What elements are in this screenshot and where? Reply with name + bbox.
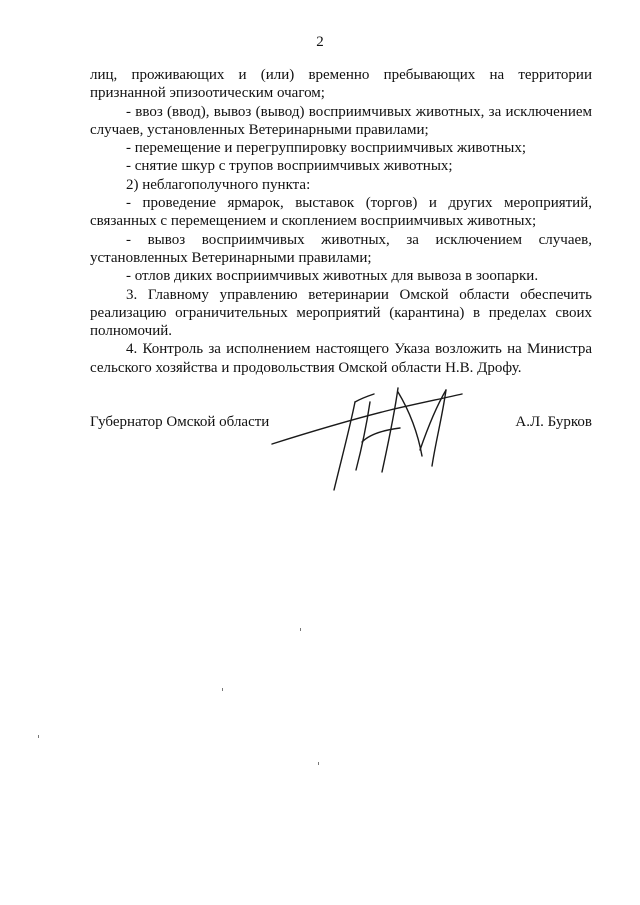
signatory-title: Губернатор Омской области (90, 414, 270, 430)
signatory-name: А.Л. Бурков (515, 414, 592, 430)
scan-speck (38, 735, 39, 738)
handwritten-signature (270, 372, 470, 502)
paragraph-11: 4. Контроль за исполнением настоящего Указа возложить на Министра сельского хозяйства и продовольствия Омской области Н.В. Дрофу. (90, 341, 592, 376)
paragraph-1: лиц, проживающих и (или) временно пребывающих на территории (90, 67, 592, 83)
paragraph-6: 2) неблагополучного пункта: (126, 176, 311, 193)
paragraph-2: признанной эпизоотическим очагом; (90, 85, 325, 102)
paragraph-5: - снятие шкур с трупов восприимчивых животных; (126, 158, 453, 175)
paragraph-8: - вывоз восприимчивых животных, за исключением случаев, установленных Ветеринарными правилами; (90, 231, 592, 266)
paragraph-3: - ввоз (ввод), вывоз (вывод) восприимчивых животных, за исключением случаев, установленных Ветеринарными правилами; (90, 103, 592, 138)
paragraph-9: - отлов диких восприимчивых животных для вывоза в зоопарки. (126, 268, 539, 285)
scan-speck (222, 688, 223, 691)
scan-speck (318, 762, 319, 765)
paragraph-10: 3. Главному управлению ветеринарии Омской области обеспечить реализацию ограничительных мероприятий (карантина) в пределах своих полномочий. (90, 286, 592, 340)
scan-speck (300, 628, 301, 631)
page-number: 2 (316, 34, 324, 50)
paragraph-7: - проведение ярмарок, выставок (торгов) и других мероприятий, связанных с перемещением и скоплением восприимчивых животных; (90, 195, 592, 230)
paragraph-4: - перемещение и перегруппировку восприимчивых животных; (126, 140, 527, 157)
document-body (90, 66, 592, 377)
